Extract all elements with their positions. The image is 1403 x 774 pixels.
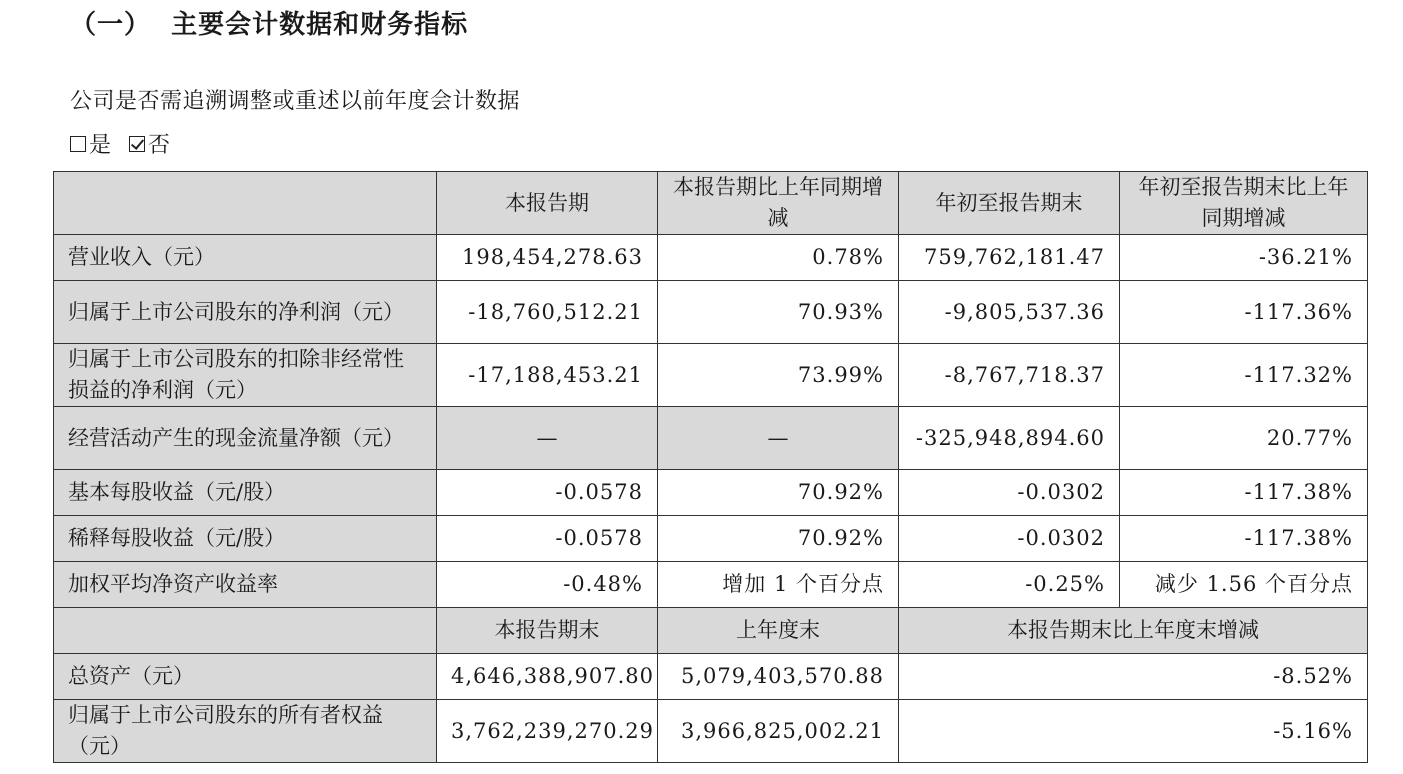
table-row (54, 700, 1368, 763)
value-cell: -0.48% (437, 562, 658, 608)
value-cell: 70.92% (658, 516, 899, 562)
value-cell: -0.0578 (437, 470, 658, 516)
financial-data-table (53, 171, 1368, 763)
table-row (54, 562, 1368, 608)
value-cell: 3,966,825,002.21 (658, 700, 899, 763)
value-cell: -17,188,453.21 (437, 344, 658, 407)
value-cell: 198,454,278.63 (437, 235, 658, 281)
value-cell: -0.0302 (899, 470, 1120, 516)
header-cell: 本报告期比上年同期增减 (658, 172, 899, 235)
value-cell: -0.0302 (899, 516, 1120, 562)
value-cell: 70.92% (658, 470, 899, 516)
row-label: 归属于上市公司股东的净利润（元） (54, 281, 437, 344)
value-cell: -9,805,537.36 (899, 281, 1120, 344)
option-no-label: 否 (148, 133, 171, 158)
checkbox-unchecked-icon[interactable] (70, 136, 86, 152)
value-cell: -117.32% (1120, 344, 1368, 407)
restatement-options (70, 128, 188, 159)
row-label: 总资产（元） (54, 654, 437, 700)
restatement-question: 公司是否需追溯调整或重述以前年度会计数据 (70, 89, 521, 114)
value-cell: 3,762,239,270.29 (437, 700, 658, 763)
table-row (54, 407, 1368, 470)
value-cell: -117.36% (1120, 281, 1368, 344)
checkbox-checked-icon[interactable] (129, 136, 145, 152)
option-yes-label: 是 (89, 133, 112, 158)
value-cell: -8.52% (899, 654, 1368, 700)
value-cell: 增加 1 个百分点 (658, 562, 899, 608)
value-cell: 5,079,403,570.88 (658, 654, 899, 700)
value-cell: 73.99% (658, 344, 899, 407)
option-yes[interactable] (70, 128, 111, 159)
value-cell: -0.25% (899, 562, 1120, 608)
row-label: 经营活动产生的现金流量净额（元） (54, 407, 437, 470)
value-cell: -325,948,894.60 (899, 407, 1120, 470)
row-label: 基本每股收益（元/股） (54, 470, 437, 516)
header-cell: 本报告期 (437, 172, 658, 235)
value-cell: -36.21% (1120, 235, 1368, 281)
table-row (54, 235, 1368, 281)
table-row (54, 344, 1368, 407)
value-cell: — (437, 407, 658, 470)
table-row (54, 281, 1368, 344)
header-blank-cell (54, 608, 437, 654)
row-label: 营业收入（元） (54, 235, 437, 281)
value-cell: -18,760,512.21 (437, 281, 658, 344)
header-cell: 本报告期末 (437, 608, 658, 654)
table-header-row (54, 172, 1368, 235)
value-cell: 4,646,388,907.80 (437, 654, 658, 700)
row-label: 归属于上市公司股东的扣除非经常性损益的净利润（元） (54, 344, 437, 407)
section-title: （一） 主要会计数据和财务指标 (70, 10, 469, 40)
header-blank-cell (54, 172, 437, 235)
table-header-row (54, 608, 1368, 654)
table-row (54, 516, 1368, 562)
value-cell: -117.38% (1120, 470, 1368, 516)
row-label: 归属于上市公司股东的所有者权益（元） (54, 700, 437, 763)
value-cell: -0.0578 (437, 516, 658, 562)
value-cell: 减少 1.56 个百分点 (1120, 562, 1368, 608)
header-cell: 年初至报告期末 (899, 172, 1120, 235)
value-cell: 759,762,181.47 (899, 235, 1120, 281)
option-no[interactable] (129, 128, 170, 159)
header-cell: 上年度末 (658, 608, 899, 654)
table-row (54, 654, 1368, 700)
value-cell: 20.77% (1120, 407, 1368, 470)
row-label: 加权平均净资产收益率 (54, 562, 437, 608)
value-cell: -5.16% (899, 700, 1368, 763)
header-cell: 本报告期末比上年度末增减 (899, 608, 1368, 654)
value-cell: — (658, 407, 899, 470)
value-cell: 70.93% (658, 281, 899, 344)
value-cell: -8,767,718.37 (899, 344, 1120, 407)
header-cell: 年初至报告期末比上年同期增减 (1120, 172, 1368, 235)
row-label: 稀释每股收益（元/股） (54, 516, 437, 562)
value-cell: -117.38% (1120, 516, 1368, 562)
value-cell: 0.78% (658, 235, 899, 281)
table-row (54, 470, 1368, 516)
